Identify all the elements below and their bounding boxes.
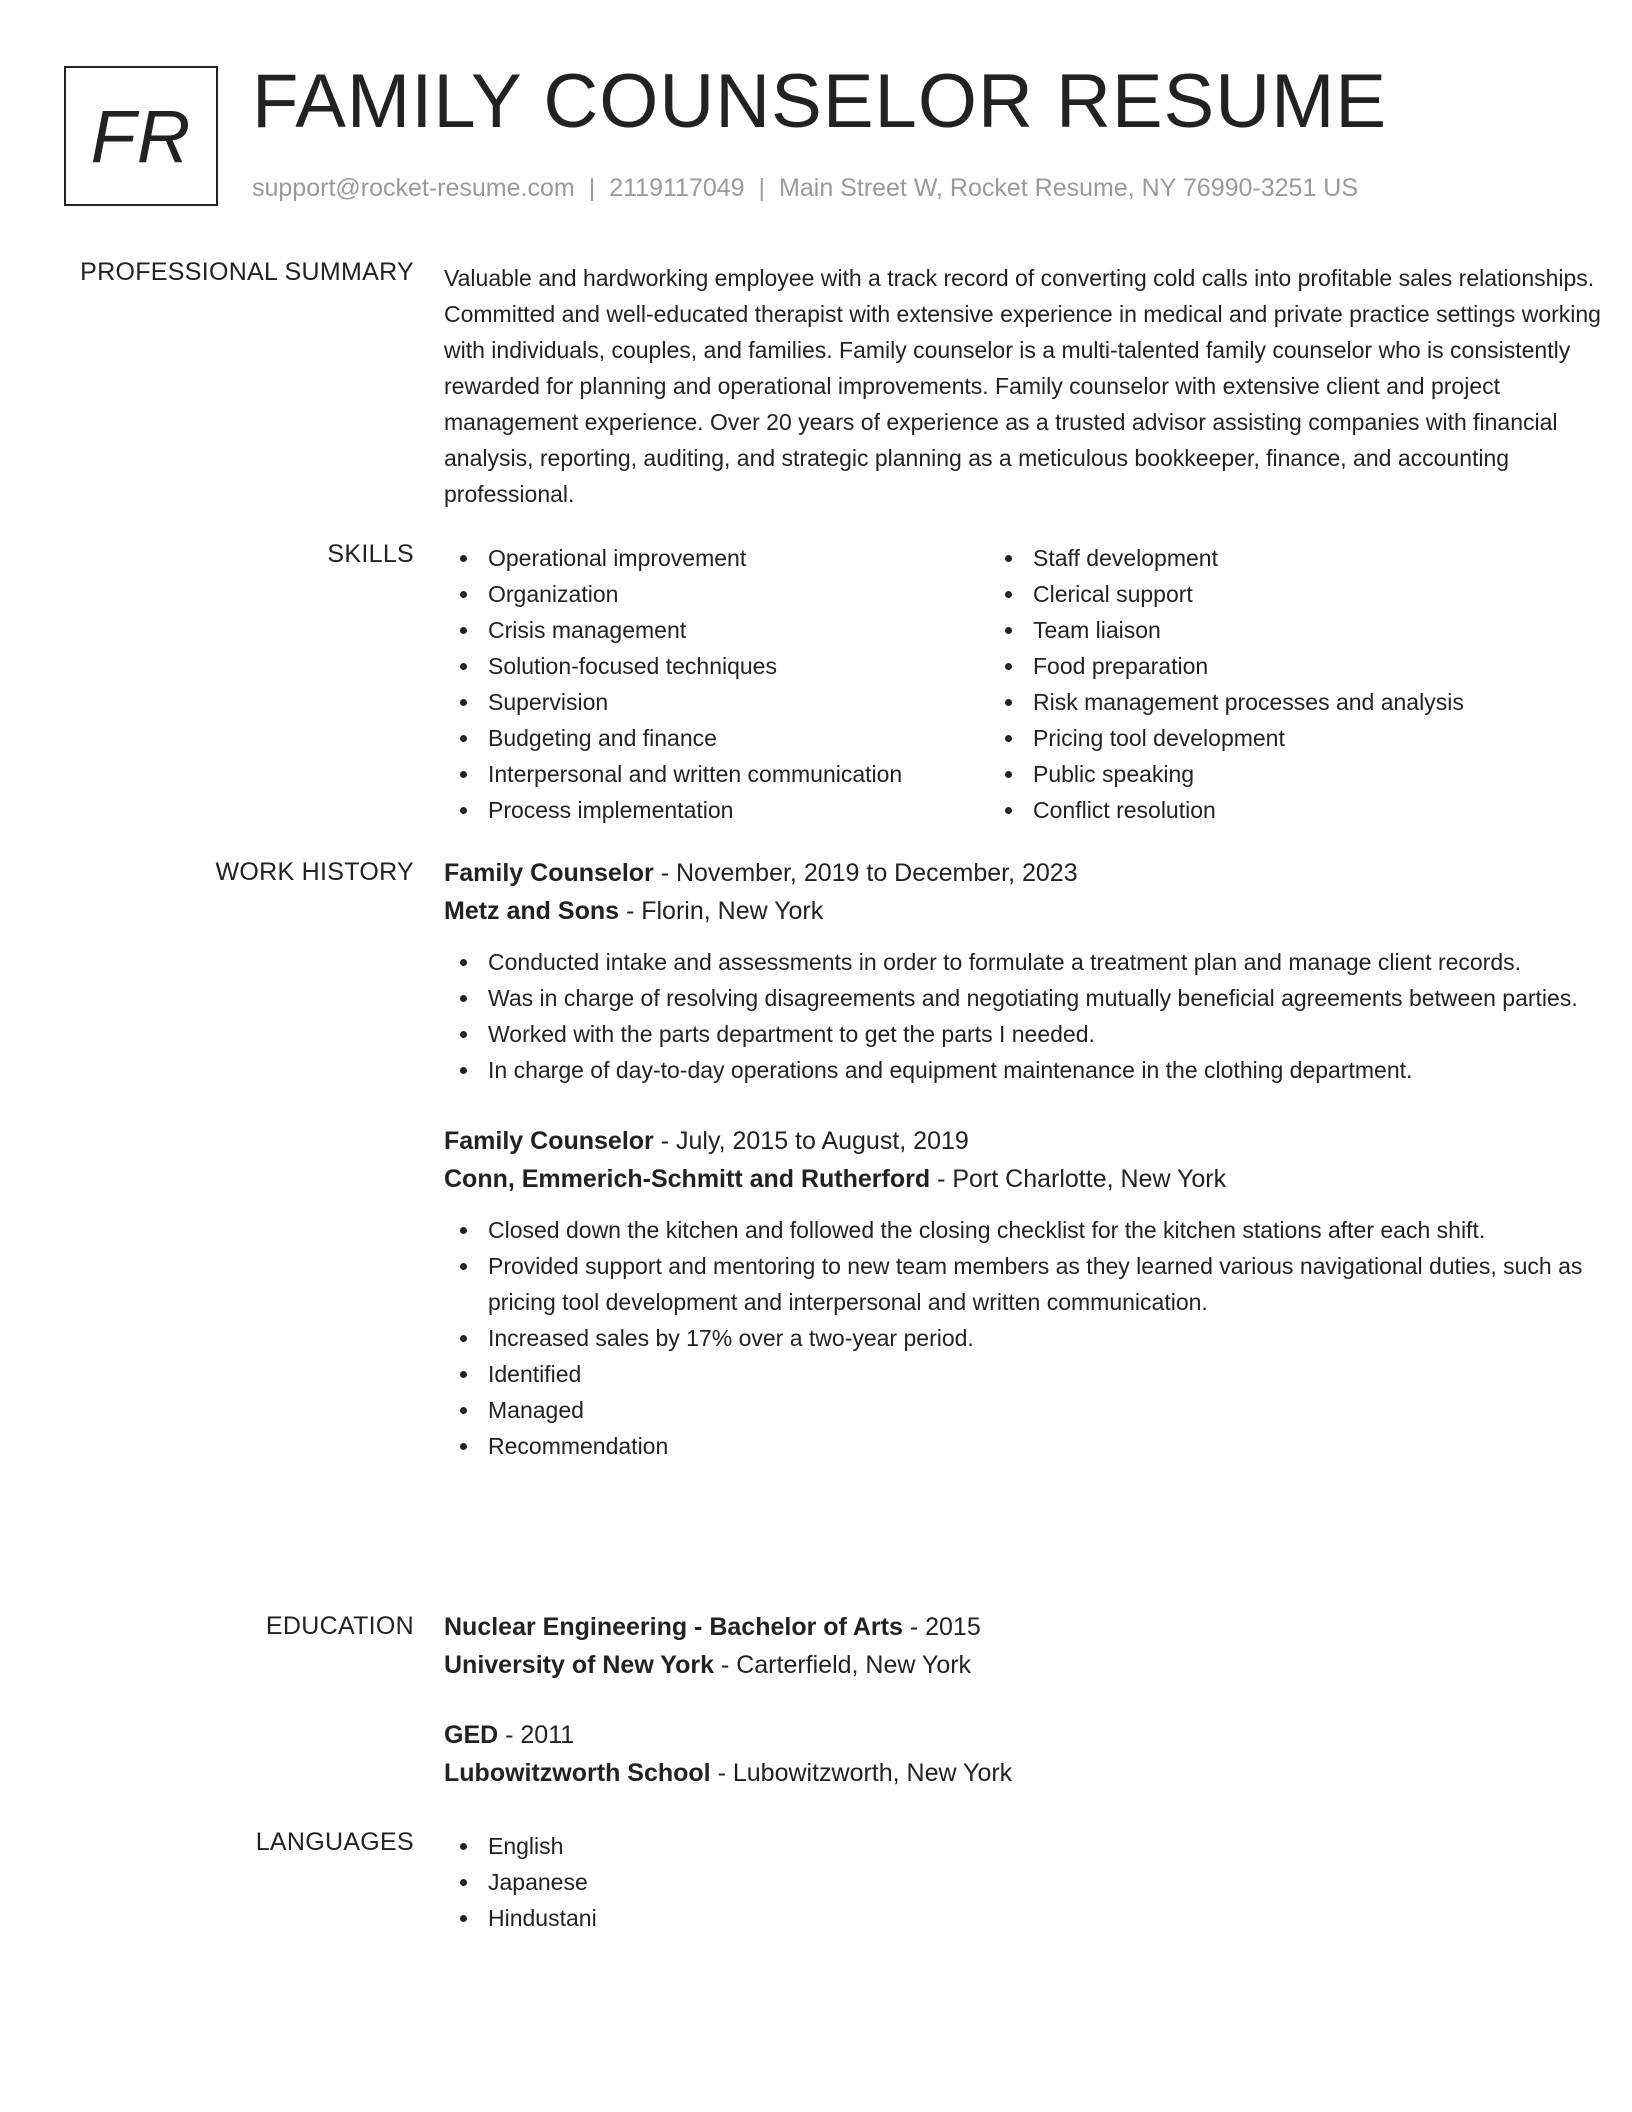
education-school-line	[444, 1646, 1604, 1684]
job-company: Conn, Emmerich-Schmitt and Rutherford	[444, 1165, 931, 1193]
education-degree: GED	[444, 1721, 499, 1749]
job-location: - Florin, New York	[619, 897, 824, 925]
skill-item: Clerical support	[989, 576, 1534, 612]
job-bullets	[444, 1212, 1604, 1464]
resume-title: FAMILY COUNSELOR RESUME	[252, 59, 1388, 144]
job-bullet: Recommendation	[444, 1428, 1604, 1464]
skill-item: Operational improvement	[444, 540, 989, 576]
languages-list	[444, 1828, 1604, 1936]
job-title: Family Counselor	[444, 859, 654, 887]
skill-item: Crisis management	[444, 612, 989, 648]
education-location: - Lubowitzworth, New York	[710, 1759, 1013, 1787]
language-item: Hindustani	[444, 1900, 1604, 1936]
job-bullet: Managed	[444, 1392, 1604, 1428]
section-label-summary: PROFESSIONAL SUMMARY	[80, 258, 414, 286]
education-year: - 2011	[498, 1721, 575, 1749]
job-title-line	[444, 1122, 1604, 1160]
language-item: Japanese	[444, 1864, 1604, 1900]
job-entry	[444, 1122, 1604, 1464]
job-bullet: Identified	[444, 1356, 1604, 1392]
skill-item: Conflict resolution	[989, 792, 1534, 828]
education-school-line	[444, 1754, 1604, 1792]
education-school: Lubowitzworth School	[444, 1759, 711, 1787]
job-bullet: Worked with the parts department to get the parts I needed.	[444, 1016, 1604, 1052]
job-dates: - July, 2015 to August, 2019	[653, 1127, 969, 1155]
contact-separator: |	[758, 174, 766, 202]
skill-item: Food preparation	[989, 648, 1534, 684]
job-title-line	[444, 854, 1604, 892]
monogram-initials: FR	[90, 94, 192, 178]
job-bullet: Closed down the kitchen and followed the closing checklist for the kitchen stations after each shift.	[444, 1212, 1604, 1248]
job-dates: - November, 2019 to December, 2023	[653, 859, 1078, 887]
job-bullet: Provided support and mentoring to new team members as they learned various navigational duties, such as pricing tool development and interpersonal and written communication.	[444, 1248, 1604, 1320]
summary-text: Valuable and hardworking employee with a track record of converting cold calls into profitable sales relationships. Committed and well-educated therapist with extensive experience in medical and private practice settings working with individuals, couples, and families. Family counselor is a multi-talented family counselor who is consistently rewarded for planning and operational improvements. Family counselor with extensive client and project management experience. Over 20 years of experience as a trusted advisor assisting companies with financial analysis, reporting, auditing, and strategic planning as a meticulous bookkeeper, finance, and accounting professional.	[444, 265, 1601, 507]
section-label-languages: LANGUAGES	[255, 1828, 414, 1856]
job-bullets	[444, 944, 1604, 1088]
skill-item: Risk management processes and analysis	[989, 684, 1534, 720]
job-bullet: Conducted intake and assessments in order to formulate a treatment plan and manage client records.	[444, 944, 1604, 980]
skill-item: Budgeting and finance	[444, 720, 989, 756]
education-degree: Nuclear Engineering - Bachelor of Arts	[444, 1613, 903, 1641]
job-bullet: Increased sales by 17% over a two-year period.	[444, 1320, 1604, 1356]
section-label-skills: SKILLS	[327, 540, 414, 568]
contact-line	[252, 174, 1358, 203]
education-degree-line	[444, 1716, 1604, 1754]
resume-header	[64, 59, 1568, 212]
skills-columns	[444, 540, 1604, 828]
section-label-work: WORK HISTORY	[215, 858, 414, 886]
job-company-line	[444, 1160, 1604, 1198]
skill-item: Interpersonal and written communication	[444, 756, 989, 792]
skill-item: Organization	[444, 576, 989, 612]
skill-item: Solution-focused techniques	[444, 648, 989, 684]
skill-item: Supervision	[444, 684, 989, 720]
job-company-line	[444, 892, 1604, 930]
job-title: Family Counselor	[444, 1127, 654, 1155]
skill-item: Process implementation	[444, 792, 989, 828]
education-degree-line	[444, 1608, 1604, 1646]
section-label-education: EDUCATION	[265, 1612, 414, 1640]
education-entry	[444, 1716, 1604, 1792]
contact-email[interactable]: support@rocket-resume.com	[252, 174, 575, 202]
job-bullet: In charge of day-to-day operations and equipment maintenance in the clothing department.	[444, 1052, 1604, 1088]
skill-item: Team liaison	[989, 612, 1534, 648]
contact-address: Main Street W, Rocket Resume, NY 76990-3251 US	[779, 174, 1359, 202]
education-location: - Carterfield, New York	[714, 1651, 972, 1679]
job-bullet: Was in charge of resolving disagreements and negotiating mutually beneficial agreements between parties.	[444, 980, 1604, 1016]
education-entry	[444, 1608, 1604, 1684]
education-year: - 2015	[902, 1613, 981, 1641]
contact-phone[interactable]: 2119117049	[609, 174, 745, 202]
skill-item: Pricing tool development	[989, 720, 1534, 756]
job-entry	[444, 854, 1604, 1088]
contact-separator: |	[588, 174, 596, 202]
job-location: - Port Charlotte, New York	[930, 1165, 1227, 1193]
monogram-box	[64, 66, 218, 206]
education-school: University of New York	[444, 1651, 714, 1679]
language-item: English	[444, 1828, 1604, 1864]
skill-item: Public speaking	[989, 756, 1534, 792]
skills-list-left	[444, 540, 989, 828]
job-company: Metz and Sons	[444, 897, 620, 925]
skills-list-right	[989, 540, 1534, 828]
skill-item: Staff development	[989, 540, 1534, 576]
